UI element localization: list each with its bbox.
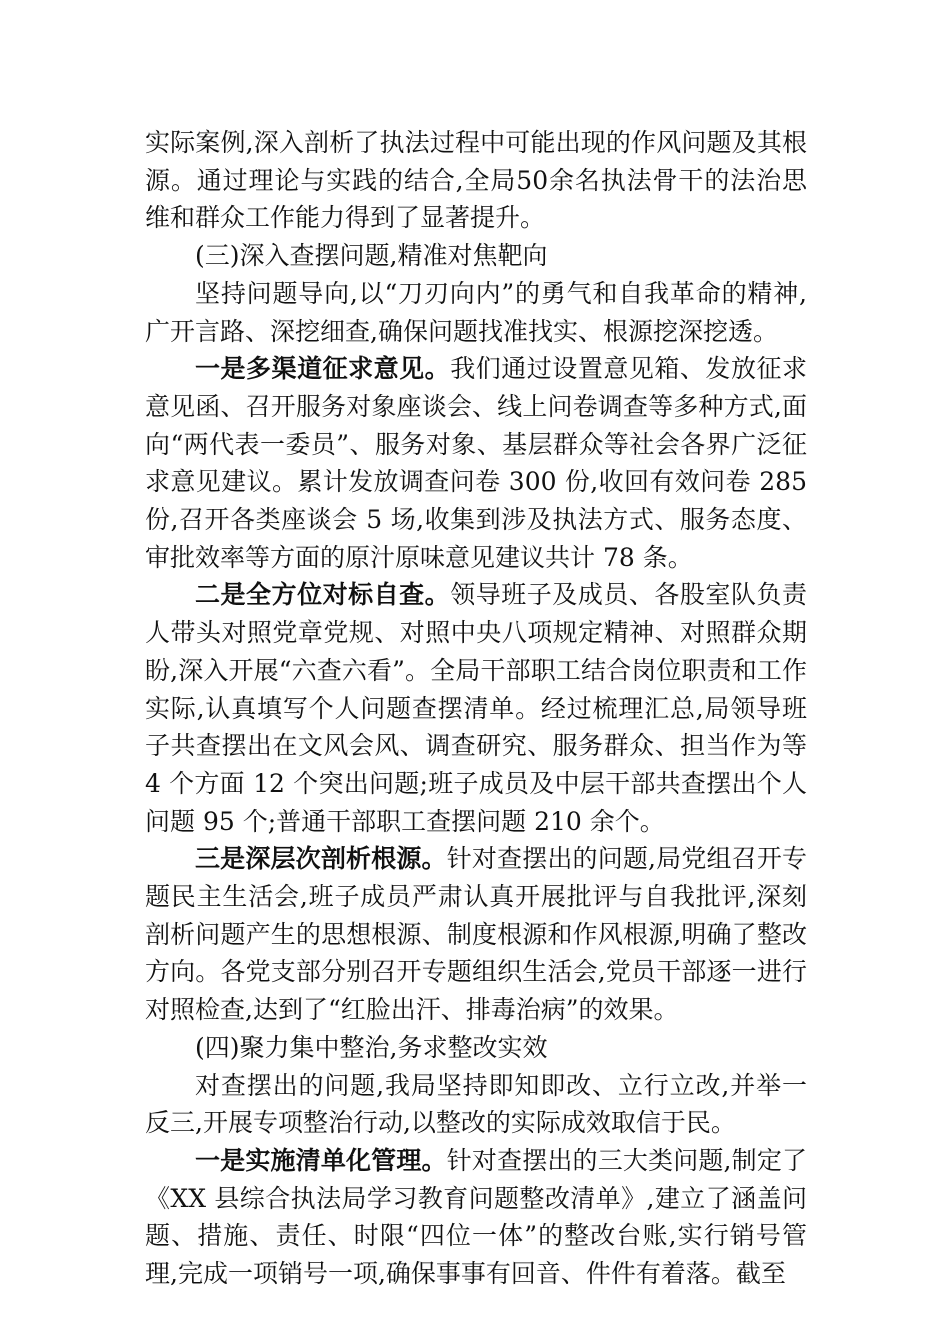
paragraph-lead: 二是全方位对标自查。 bbox=[195, 580, 451, 610]
paragraph-text: 坚持问题导向,以“刀刃向内”的勇气和自我革命的精神,广开言路、深挖细查,确保问题找准找实、根源挖深挖透。 bbox=[145, 278, 807, 346]
paragraph-intro-three bbox=[145, 275, 807, 350]
paragraph-text: 对查摆出的问题,我局坚持即知即改、立行立改,并举一反三,开展专项整治行动,以整改的实际成效取信于民。 bbox=[145, 1070, 807, 1138]
paragraph-text: 我们通过设置意见箱、发放征求意见函、召开服务对象座谈会、线上问卷调查等多种方式,面向“两代表一委员”、服务对象、基层群众等社会各界广泛征求意见建议。累计发放调查问卷 300 份,收回有效问卷 285 份,召开各类座谈会 5 场,收集到涉及执法方式、服务态度、审批效率等方面的原汁原味意见建议共计 78 条。 bbox=[145, 354, 807, 572]
paragraph-point-one bbox=[145, 350, 807, 576]
paragraph-point-three bbox=[145, 840, 807, 1029]
heading-text: (三)深入查摆问题,精准对焦靶向 bbox=[195, 241, 548, 271]
paragraph-point-list-management bbox=[145, 1142, 807, 1293]
paragraph-text: 领导班子及成员、各股室队负责人带头对照党章党规、对照中央八项规定精神、对照群众期盼,深入开展“六查六看”。全局干部职工结合岗位职责和工作实际,认真填写个人问题查摆清单。经过梳理汇总,局领导班子共查摆出在文风会风、调查研究、服务群众、担当作为等 4 个方面 12 个突出问题;班子成员及中层干部共查摆出个人问题 95 个;普通干部职工查摆问题 210 余个。 bbox=[145, 580, 807, 836]
section-heading-four bbox=[145, 1029, 807, 1067]
paragraph-lead: 一是实施清单化管理。 bbox=[195, 1145, 447, 1175]
paragraph-continuation bbox=[145, 124, 807, 237]
paragraph-lead: 三是深层次剖析根源。 bbox=[195, 844, 447, 874]
paragraph-text: 实际案例,深入剖析了执法过程中可能出现的作风问题及其根源。通过理论与实践的结合,全局50余名执法骨干的法治思维和群众工作能力得到了显著提升。 bbox=[145, 128, 807, 233]
paragraph-lead: 一是多渠道征求意见。 bbox=[195, 354, 451, 384]
heading-text: (四)聚力集中整治,务求整改实效 bbox=[195, 1032, 548, 1062]
paragraph-point-two bbox=[145, 576, 807, 840]
paragraph-text: 针对查摆出的三大类问题,制定了《XX 县综合执法局学习教育问题整改清单》,建立了涵盖问题、措施、责任、时限“四位一体”的整改台账,实行销号管理,完成一项销号一项,确保事事有回音、件件有着落。截至 bbox=[145, 1145, 807, 1289]
section-heading-three bbox=[145, 237, 807, 275]
paragraph-text: 针对查摆出的问题,局党组召开专题民主生活会,班子成员严肃认真开展批评与自我批评,深刻剖析问题产生的思想根源、制度根源和作风根源,明确了整改方向。各党支部分别召开专题组织生活会,党员干部逐一进行对照检查,达到了“红脸出汗、排毒治病”的效果。 bbox=[145, 844, 807, 1025]
paragraph-intro-four bbox=[145, 1067, 807, 1142]
document-page bbox=[145, 124, 807, 1293]
